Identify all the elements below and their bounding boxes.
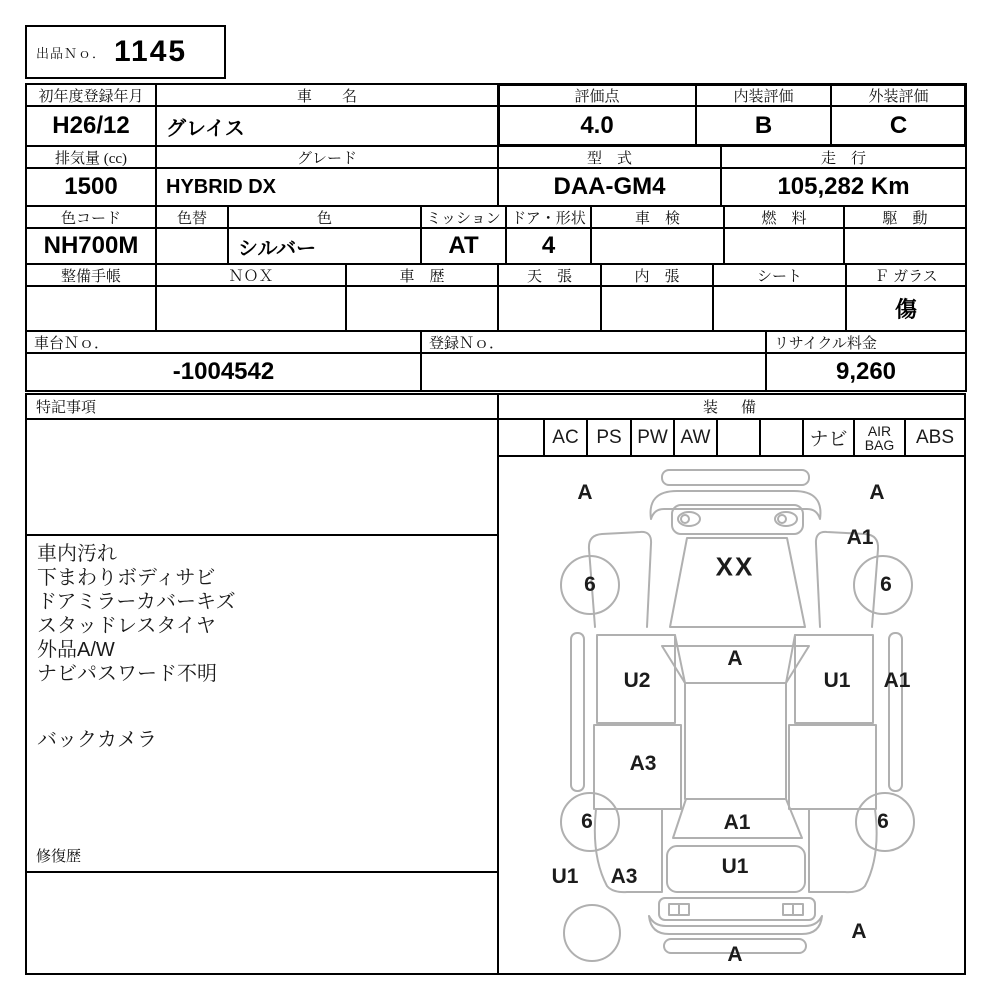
- equipment-and-diagram-box: [497, 393, 966, 975]
- field-recycle-fee: [767, 332, 965, 390]
- equipment-cell: [761, 420, 804, 455]
- field-color-code-value: NH700M: [43, 232, 139, 259]
- field-seat-label: シート: [714, 265, 845, 287]
- damage-mark: A: [869, 481, 885, 504]
- field-car-name: [157, 85, 499, 145]
- note-line: ドアミラーカバーキズ: [37, 591, 236, 613]
- damage-mark: A3: [610, 865, 638, 888]
- spec-row-5: [27, 332, 965, 390]
- damage-mark: A: [851, 920, 867, 943]
- car-outline-svg: [499, 457, 964, 972]
- field-model-code: [499, 147, 722, 205]
- repair-history-area: [27, 873, 497, 973]
- spec-table: [25, 83, 967, 392]
- field-history: [347, 265, 499, 330]
- damage-mark: A: [727, 943, 743, 966]
- field-fuel-label: 燃 料: [725, 207, 843, 229]
- field-grade-label: グレード: [157, 147, 497, 169]
- field-chassis-no-label: 車台Ｎｏ．: [27, 332, 420, 354]
- field-front-glass-label: Ｆ ガラス: [847, 265, 965, 287]
- note-line: バックカメラ: [37, 729, 157, 751]
- field-service-book-value: [27, 287, 155, 330]
- notes-empty-area: [27, 420, 497, 536]
- field-service-book-label: 整備手帳: [27, 265, 155, 287]
- field-registration-no-value: [422, 354, 765, 390]
- lot-number-label: 出品Ｎｏ．: [36, 45, 107, 61]
- equipment-cell-ac: AC: [545, 420, 588, 455]
- spec-row-3: [27, 207, 965, 265]
- field-fuel-value: [725, 229, 843, 263]
- field-drive-label: 駆 動: [845, 207, 965, 229]
- note-line: 外品A/W: [37, 639, 115, 661]
- field-interior-grade: [697, 85, 832, 145]
- field-reg-date-value: H26/12: [52, 112, 130, 139]
- field-color-change: [157, 207, 229, 263]
- equipment-cell-navi: ナビ: [804, 420, 855, 455]
- field-score: [499, 85, 697, 145]
- damage-mark: XX: [715, 551, 755, 582]
- damage-mark: 6: [877, 810, 889, 833]
- notes-body: [27, 536, 497, 840]
- field-inspection-value: [592, 229, 723, 263]
- field-mileage-value: 105,282 Km: [777, 173, 910, 200]
- field-inspection: [592, 207, 725, 263]
- equipment-cell: [499, 420, 545, 455]
- field-history-label: 車 歴: [347, 265, 497, 287]
- equipment-cell-ps: PS: [588, 420, 632, 455]
- note-line: スタッドレスタイヤ: [37, 615, 216, 637]
- damage-mark: U2: [623, 669, 651, 692]
- damage-mark: U1: [721, 855, 749, 878]
- field-color-code: [27, 207, 157, 263]
- field-grade: [157, 147, 499, 205]
- field-exterior-grade-value: C: [889, 112, 908, 139]
- field-color-change-value: [157, 229, 227, 263]
- field-headliner-value: [499, 287, 600, 330]
- field-nox-value: [157, 287, 345, 330]
- field-door-trim-label: 内 張: [602, 265, 712, 287]
- lot-number-box: [25, 25, 226, 79]
- damage-mark: 6: [880, 573, 892, 596]
- damage-mark: A1: [883, 669, 911, 692]
- field-recycle-fee-value: 9,260: [835, 358, 897, 385]
- field-inspection-label: 車 検: [592, 207, 723, 229]
- field-recycle-fee-label: リサイクル料金: [767, 332, 965, 354]
- damage-mark: U1: [551, 865, 579, 888]
- field-door-trim-value: [602, 287, 712, 330]
- field-transmission-value: AT: [448, 232, 479, 259]
- damage-mark: A1: [723, 811, 751, 834]
- field-registration-no-label: 登録Ｎｏ．: [422, 332, 765, 354]
- field-model-code-value: DAA-GM4: [553, 173, 666, 200]
- equipment-cell-airbag: AIR BAG: [855, 420, 906, 455]
- note-line: 車内汚れ: [37, 543, 117, 565]
- field-color-label: 色: [229, 207, 420, 229]
- damage-mark: A: [727, 647, 743, 670]
- equipment-row: [499, 420, 964, 457]
- equipment-title: 装 備: [499, 395, 964, 420]
- field-grade-value: HYBRID DX: [166, 175, 277, 198]
- field-front-glass-value: 傷: [894, 297, 917, 322]
- field-mileage: [722, 147, 965, 205]
- field-model-code-label: 型 式: [499, 147, 720, 169]
- lot-number-value: 1145: [114, 35, 188, 68]
- field-color-change-label: 色替: [157, 207, 227, 229]
- note-line: 下まわりボディサビ: [37, 567, 216, 589]
- damage-mark: 6: [581, 810, 593, 833]
- spec-row-2: [27, 147, 965, 207]
- field-transmission: [422, 207, 507, 263]
- field-exterior-grade-label: 外装評価: [832, 85, 965, 107]
- damage-mark: U1: [823, 669, 851, 692]
- field-exterior-grade: [832, 85, 965, 145]
- equipment-cell-pw: PW: [632, 420, 675, 455]
- field-seat-value: [714, 287, 845, 330]
- field-interior-grade-value: B: [754, 112, 773, 139]
- field-fuel: [725, 207, 845, 263]
- field-car-name-value: グレイス: [166, 117, 245, 140]
- damage-mark: A: [577, 481, 593, 504]
- field-front-glass: [847, 265, 965, 330]
- field-registration-no: [422, 332, 767, 390]
- note-line: ナビパスワード不明: [37, 663, 217, 685]
- field-doors: [507, 207, 592, 263]
- field-service-book: [27, 265, 157, 330]
- field-seat: [714, 265, 847, 330]
- field-transmission-label: ミッション: [422, 207, 505, 229]
- damage-mark: A3: [629, 752, 657, 775]
- field-color-value: シルバー: [238, 237, 317, 260]
- field-color-code-label: 色コード: [27, 207, 155, 229]
- field-drive: [845, 207, 965, 263]
- field-doors-value: 4: [541, 232, 556, 259]
- field-chassis-no-value: -1004542: [172, 358, 275, 385]
- field-reg-date: [27, 85, 157, 145]
- repair-history-title: 修復歴: [27, 840, 497, 873]
- equipment-cell-abs: ABS: [915, 426, 955, 448]
- spec-row-4: [27, 265, 965, 332]
- field-doors-label: ドア・形状: [507, 207, 590, 229]
- field-chassis-no: [27, 332, 422, 390]
- notes-box: [25, 393, 499, 975]
- field-car-name-label: 車 名: [157, 85, 497, 107]
- field-drive-value: [845, 229, 965, 263]
- field-history-value: [347, 287, 497, 330]
- field-door-trim: [602, 265, 714, 330]
- damage-mark: A1: [846, 526, 874, 549]
- field-displacement: [27, 147, 157, 205]
- field-nox-label: ＮＯＸ: [157, 265, 345, 287]
- field-headliner-label: 天 張: [499, 265, 600, 287]
- damage-mark: 6: [584, 573, 596, 596]
- field-displacement-label: 排気量 (cc): [27, 147, 155, 169]
- field-nox: [157, 265, 347, 330]
- field-interior-grade-label: 内装評価: [697, 85, 830, 107]
- car-damage-diagram: [499, 457, 964, 973]
- equipment-cell-aw: AW: [675, 420, 718, 455]
- spec-row-1: [27, 85, 965, 147]
- field-score-value: 4.0: [580, 112, 614, 139]
- field-score-label: 評価点: [499, 85, 695, 107]
- field-displacement-value: 1500: [64, 173, 118, 200]
- field-mileage-label: 走 行: [722, 147, 965, 169]
- field-color: [229, 207, 422, 263]
- equipment-cell: [718, 420, 761, 455]
- field-headliner: [499, 265, 602, 330]
- notes-title: 特記事項: [27, 395, 497, 420]
- field-reg-date-label: 初年度登録年月: [27, 85, 155, 107]
